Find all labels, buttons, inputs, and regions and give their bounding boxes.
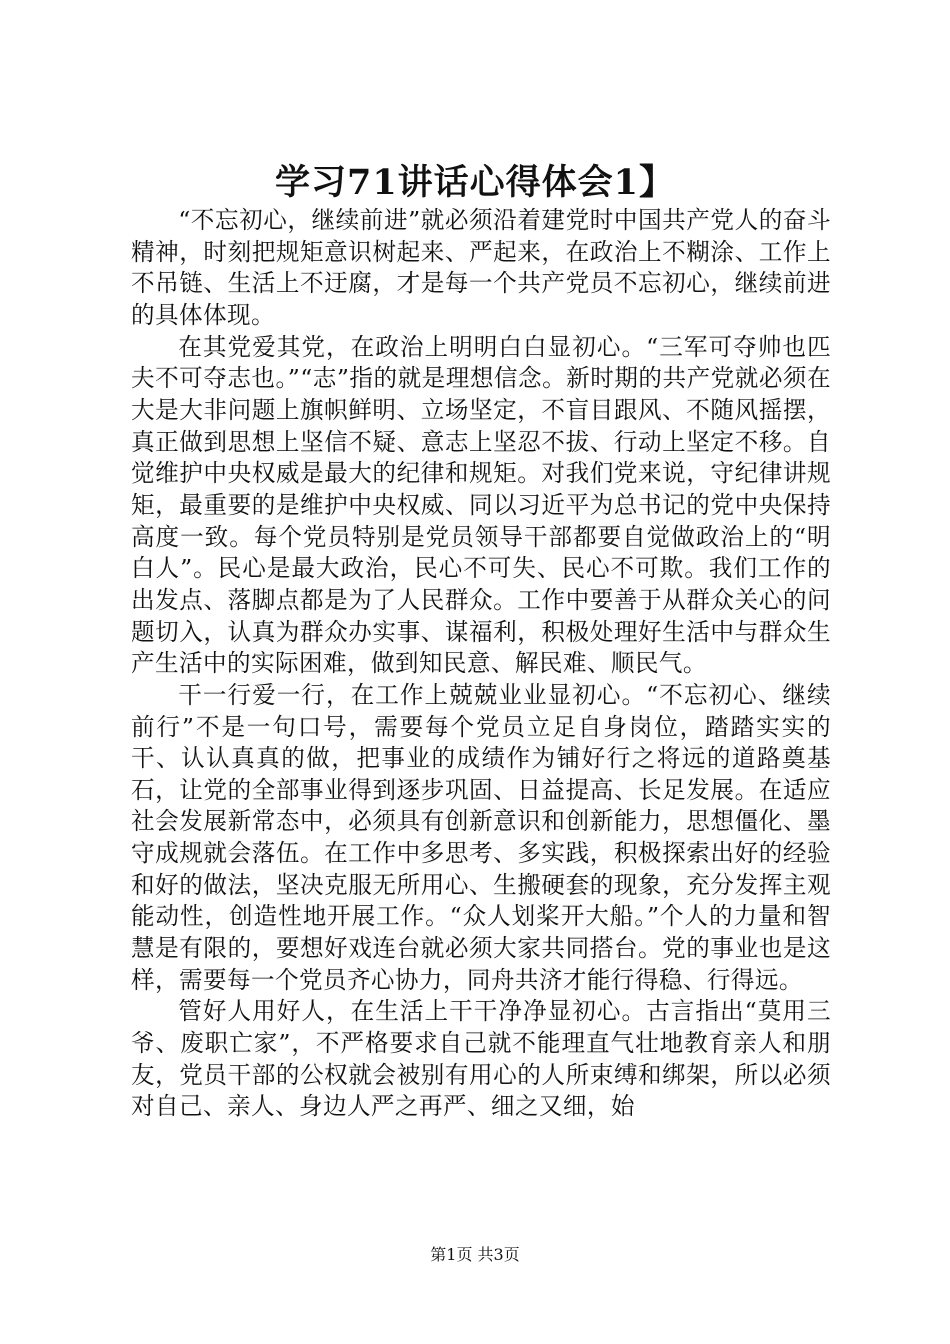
- document-title: 学习71讲话心得体会1】: [274, 162, 676, 203]
- paragraph: “不忘初心，继续前进”就必须沿着建党时中国共产党人的奋斗精神，时刻把规矩意识树起来、严起来，在政治上不糊涂、工作上不吊链、生活上不迂腐，才是每一个共产党员不忘初心，继续前进的具体体现。: [131, 206, 831, 329]
- paragraph: 在其党爱其党，在政治上明明白白显初心。“三军可夺帅也匹夫不可夺志也。”“志”指的就是理想信念。新时期的共产党就必须在大是大非问题上旗帜鲜明、立场坚定，不盲目跟风、不随风摇摆，真正做到思想上坚信不疑、意志上坚忍不拔、行动上坚定不移。自觉维护中央权威是最大的纪律和规矩。对我们党来说，守纪律讲规矩，最重要的是维护中央权威、同以习近平为总书记的党中央保持高度一致。每个党员特别是党员领导干部都要自觉做政治上的“明白人”。民心是最大政治，民心不可失、民心不可欺。我们工作的出发点、落脚点都是为了人民群众。工作中要善于从群众关心的问题切入，认真为群众办实事、谋福利，积极处理好生活中与群众生产生活中的实际困难，做到知民意、解民难、顺民气。: [131, 332, 831, 678]
- paragraph: 管好人用好人，在生活上干干净净显初心。古言指出“莫用三爷、废职亡家”，不严格要求自己就不能理直气壮地教育亲人和朋友，党员干部的公权就会被别有用心的人所束缚和绑架，所以必须对自己、亲人、身边人严之再严、细之又细，始: [131, 997, 831, 1121]
- document-body: [131, 205, 831, 1123]
- paragraph: 干一行爱一行，在工作上兢兢业业显初心。“不忘初心、继续前行”不是一句口号，需要每个党员立足自身岗位，踏踏实实的干、认认真真的做，把事业的成绩作为铺好行之将远的道路奠基石，让党的全部事业得到逐步巩固、日益提高、长足发展。在适应社会发展新常态中，必须具有创新意识和创新能力，思想僵化、墨守成规就会落伍。在工作中多思考、多实践，积极探索出好的经验和好的做法，坚决克服无所用心、生搬硬套的现象，充分发挥主观能动性，创造性地开展工作。“众人划桨开大船。”个人的力量和智慧是有限的，要想好戏连台就必须大家共同搭台。党的事业也是这样，需要每一个党员齐心协力，同舟共济才能行得稳、行得远。: [131, 680, 831, 994]
- page-footer: 第1页 共3页: [430, 1245, 520, 1264]
